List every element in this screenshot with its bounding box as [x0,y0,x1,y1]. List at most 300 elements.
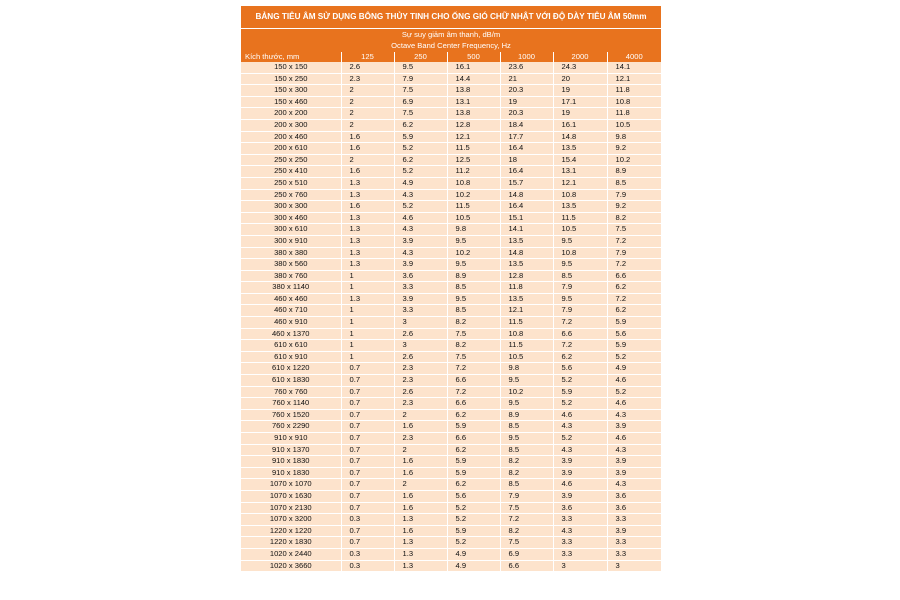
attenuation-cell: 8.2 [500,467,553,479]
attenuation-cell: 8.9 [607,166,661,178]
attenuation-table-sheet [241,6,661,572]
attenuation-cell: 2 [341,96,394,108]
attenuation-cell: 4.3 [394,189,447,201]
attenuation-cell: 0.7 [341,398,394,410]
attenuation-cell: 5.9 [447,467,500,479]
duct-size-cell: 380 x 560 [241,259,341,271]
attenuation-cell: 19 [553,85,607,97]
duct-size-cell: 300 x 610 [241,224,341,236]
attenuation-cell: 9.5 [553,259,607,271]
duct-size-cell: 250 x 760 [241,189,341,201]
column-header-2000: 2000 [553,52,607,62]
table-row [241,270,661,282]
attenuation-cell: 0.3 [341,548,394,560]
attenuation-cell: 7.2 [607,235,661,247]
attenuation-cell: 5.9 [553,386,607,398]
attenuation-cell: 1.3 [394,548,447,560]
table-row [241,235,661,247]
attenuation-cell: 5.2 [447,537,500,549]
attenuation-cell: 1.3 [341,293,394,305]
attenuation-cell: 16.4 [500,143,553,155]
attenuation-cell: 2 [394,444,447,456]
attenuation-cell: 11.5 [447,201,500,213]
attenuation-cell: 0.7 [341,433,394,445]
attenuation-cell: 20 [553,73,607,85]
attenuation-cell: 3.3 [394,282,447,294]
attenuation-cell: 1.3 [341,212,394,224]
attenuation-cell: 7.9 [500,490,553,502]
duct-size-cell: 300 x 910 [241,235,341,247]
attenuation-cell: 1.3 [341,189,394,201]
attenuation-cell: 7.9 [553,282,607,294]
attenuation-cell: 2.3 [394,375,447,387]
attenuation-cell: 7.9 [607,247,661,259]
attenuation-cell: 5.9 [394,131,447,143]
attenuation-cell: 4.6 [394,212,447,224]
attenuation-cell: 1 [341,282,394,294]
attenuation-table [241,52,661,572]
attenuation-cell: 2.6 [394,386,447,398]
attenuation-cell: 15.1 [500,212,553,224]
attenuation-cell: 5.2 [607,351,661,363]
attenuation-cell: 16.1 [553,119,607,131]
table-row [241,131,661,143]
attenuation-cell: 17.7 [500,131,553,143]
attenuation-cell: 3.9 [553,490,607,502]
attenuation-cell: 9.8 [447,224,500,236]
attenuation-cell: 19 [500,96,553,108]
attenuation-cell: 4.3 [607,409,661,421]
table-row [241,409,661,421]
attenuation-cell: 3.9 [607,456,661,468]
attenuation-cell: 5.2 [607,386,661,398]
attenuation-cell: 4.9 [607,363,661,375]
duct-size-cell: 150 x 460 [241,96,341,108]
duct-size-cell: 610 x 1220 [241,363,341,375]
table-row [241,143,661,155]
attenuation-cell: 2.3 [341,73,394,85]
attenuation-cell: 9.5 [500,398,553,410]
attenuation-cell: 5.9 [607,340,661,352]
attenuation-cell: 7.2 [607,259,661,271]
attenuation-cell: 10.2 [447,189,500,201]
attenuation-cell: 1.3 [341,247,394,259]
duct-size-cell: 200 x 200 [241,108,341,120]
attenuation-cell: 1 [341,305,394,317]
attenuation-cell: 3.6 [607,490,661,502]
attenuation-cell: 2.6 [394,328,447,340]
column-header-500: 500 [447,52,500,62]
duct-size-cell: 760 x 2290 [241,421,341,433]
attenuation-cell: 3 [394,340,447,352]
attenuation-cell: 14.4 [447,73,500,85]
table-row [241,259,661,271]
attenuation-cell: 13.8 [447,85,500,97]
table-row [241,537,661,549]
attenuation-cell: 1.6 [341,143,394,155]
attenuation-cell: 3.6 [607,502,661,514]
attenuation-cell: 3.3 [553,537,607,549]
attenuation-cell: 6.2 [394,119,447,131]
attenuation-cell: 4.6 [553,409,607,421]
attenuation-cell: 6.6 [447,433,500,445]
attenuation-cell: 3 [607,560,661,572]
attenuation-cell: 13.5 [500,235,553,247]
attenuation-cell: 2 [341,108,394,120]
attenuation-cell: 4.6 [607,433,661,445]
attenuation-cell: 3.9 [394,259,447,271]
attenuation-cell: 10.8 [553,247,607,259]
attenuation-cell: 10.2 [447,247,500,259]
duct-size-cell: 1070 x 1630 [241,490,341,502]
attenuation-cell: 2.3 [394,433,447,445]
attenuation-cell: 12.1 [607,73,661,85]
attenuation-cell: 3.3 [553,548,607,560]
table-row [241,433,661,445]
attenuation-cell: 3.9 [553,467,607,479]
attenuation-cell: 1.3 [341,177,394,189]
attenuation-cell: 3.3 [607,514,661,526]
attenuation-cell: 21 [500,73,553,85]
duct-size-cell: 460 x 460 [241,293,341,305]
attenuation-cell: 0.7 [341,363,394,375]
attenuation-cell: 1.6 [341,166,394,178]
attenuation-cell: 9.5 [553,235,607,247]
attenuation-cell: 6.6 [553,328,607,340]
attenuation-cell: 7.9 [394,73,447,85]
attenuation-cell: 4.9 [394,177,447,189]
duct-size-cell: 150 x 150 [241,62,341,73]
attenuation-cell: 0.7 [341,456,394,468]
attenuation-cell: 23.6 [500,62,553,73]
attenuation-cell: 13.1 [553,166,607,178]
duct-size-cell: 1220 x 1220 [241,525,341,537]
attenuation-cell: 16.4 [500,201,553,213]
attenuation-cell: 6.6 [447,398,500,410]
attenuation-cell: 5.2 [553,433,607,445]
attenuation-cell: 6.9 [394,96,447,108]
attenuation-cell: 10.5 [500,351,553,363]
attenuation-cell: 10.2 [607,154,661,166]
column-header-125: 125 [341,52,394,62]
attenuation-cell: 3.9 [607,421,661,433]
duct-size-cell: 910 x 910 [241,433,341,445]
attenuation-cell: 3.9 [607,525,661,537]
attenuation-cell: 20.3 [500,85,553,97]
table-row [241,189,661,201]
table-row [241,166,661,178]
table-row [241,62,661,73]
duct-size-cell: 250 x 510 [241,177,341,189]
attenuation-cell: 2 [341,154,394,166]
duct-size-cell: 1070 x 2130 [241,502,341,514]
attenuation-cell: 1.6 [341,131,394,143]
duct-size-cell: 610 x 910 [241,351,341,363]
attenuation-cell: 10.5 [553,224,607,236]
duct-size-cell: 1070 x 3200 [241,514,341,526]
duct-size-cell: 250 x 410 [241,166,341,178]
attenuation-cell: 6.2 [394,154,447,166]
attenuation-cell: 4.3 [607,479,661,491]
attenuation-cell: 11.8 [607,108,661,120]
attenuation-cell: 9.5 [447,293,500,305]
attenuation-cell: 0.7 [341,375,394,387]
attenuation-cell: 1.3 [394,514,447,526]
attenuation-cell: 6.2 [447,444,500,456]
attenuation-cell: 13.5 [553,143,607,155]
attenuation-cell: 5.2 [447,502,500,514]
attenuation-cell: 1.3 [341,259,394,271]
attenuation-cell: 4.3 [394,247,447,259]
attenuation-cell: 6.2 [447,479,500,491]
attenuation-cell: 3 [394,317,447,329]
table-title: BẢNG TIÊU ÂM SỬ DỤNG BÔNG THỦY TINH CHO ỐNG GIÓ CHỮ NHẬT VỚI ĐỘ DÀY TIÊU ÂM 50mm [241,6,661,29]
attenuation-cell: 10.8 [607,96,661,108]
attenuation-cell: 10.8 [553,189,607,201]
attenuation-cell: 13.8 [447,108,500,120]
attenuation-cell: 1 [341,270,394,282]
attenuation-cell: 1.3 [341,235,394,247]
table-row [241,560,661,572]
attenuation-cell: 8.2 [447,340,500,352]
table-row [241,119,661,131]
attenuation-cell: 8.2 [447,317,500,329]
attenuation-cell: 17.1 [553,96,607,108]
attenuation-cell: 4.3 [394,224,447,236]
attenuation-cell: 12.1 [447,131,500,143]
table-row [241,305,661,317]
duct-size-cell: 300 x 300 [241,201,341,213]
duct-size-cell: 150 x 250 [241,73,341,85]
duct-size-cell: 380 x 1140 [241,282,341,294]
attenuation-cell: 1.3 [394,560,447,572]
duct-size-cell: 300 x 460 [241,212,341,224]
duct-size-cell: 380 x 380 [241,247,341,259]
attenuation-cell: 8.5 [447,282,500,294]
attenuation-cell: 5.9 [447,456,500,468]
table-row [241,479,661,491]
attenuation-cell: 0.3 [341,514,394,526]
attenuation-cell: 13.1 [447,96,500,108]
table-row [241,154,661,166]
attenuation-cell: 6.2 [607,305,661,317]
attenuation-cell: 14.1 [607,62,661,73]
attenuation-cell: 8.5 [607,177,661,189]
duct-size-cell: 460 x 1370 [241,328,341,340]
attenuation-cell: 2.3 [394,398,447,410]
duct-size-cell: 760 x 1140 [241,398,341,410]
column-header-size: Kích thước, mm [241,52,341,62]
attenuation-cell: 2 [394,409,447,421]
attenuation-cell: 9.5 [553,293,607,305]
attenuation-cell: 11.2 [447,166,500,178]
table-row [241,293,661,305]
attenuation-cell: 9.2 [607,143,661,155]
duct-size-cell: 250 x 250 [241,154,341,166]
attenuation-cell: 0.7 [341,421,394,433]
subtitle-frequency: Octave Band Center Frequency, Hz [391,40,511,50]
attenuation-cell: 8.2 [500,456,553,468]
duct-size-cell: 1220 x 1830 [241,537,341,549]
duct-size-cell: 1020 x 3660 [241,560,341,572]
attenuation-cell: 7.2 [607,293,661,305]
attenuation-cell: 3.6 [394,270,447,282]
attenuation-cell: 6.6 [447,375,500,387]
attenuation-cell: 1.6 [341,201,394,213]
attenuation-cell: 5.2 [447,514,500,526]
attenuation-cell: 9.5 [447,235,500,247]
attenuation-cell: 11.8 [607,85,661,97]
table-row [241,375,661,387]
table-subtitle [241,29,661,52]
table-row [241,73,661,85]
attenuation-cell: 6.9 [500,548,553,560]
attenuation-cell: 1.6 [394,490,447,502]
column-header-1000: 1000 [500,52,553,62]
table-row [241,247,661,259]
attenuation-cell: 6.2 [447,409,500,421]
attenuation-cell: 0.3 [341,560,394,572]
attenuation-cell: 12.5 [447,154,500,166]
duct-size-cell: 460 x 910 [241,317,341,329]
attenuation-cell: 1.6 [394,421,447,433]
attenuation-cell: 0.7 [341,502,394,514]
attenuation-cell: 10.5 [607,119,661,131]
attenuation-cell: 10.8 [447,177,500,189]
table-row [241,502,661,514]
attenuation-cell: 8.5 [500,444,553,456]
attenuation-cell: 1.6 [394,456,447,468]
attenuation-cell: 4.9 [447,560,500,572]
attenuation-cell: 7.9 [607,189,661,201]
table-row [241,467,661,479]
duct-size-cell: 460 x 710 [241,305,341,317]
attenuation-cell: 4.3 [553,525,607,537]
attenuation-cell: 3.9 [607,467,661,479]
attenuation-cell: 14.1 [500,224,553,236]
duct-size-cell: 910 x 1830 [241,467,341,479]
attenuation-cell: 3.3 [553,514,607,526]
attenuation-cell: 18 [500,154,553,166]
duct-size-cell: 200 x 460 [241,131,341,143]
table-row [241,201,661,213]
attenuation-cell: 4.9 [447,548,500,560]
table-row [241,548,661,560]
attenuation-cell: 5.2 [553,398,607,410]
duct-size-cell: 380 x 760 [241,270,341,282]
column-header-4000: 4000 [607,52,661,62]
attenuation-cell: 4.3 [607,444,661,456]
attenuation-cell: 13.5 [500,259,553,271]
attenuation-cell: 4.3 [553,421,607,433]
attenuation-cell: 7.5 [607,224,661,236]
attenuation-cell: 7.2 [447,386,500,398]
table-row [241,490,661,502]
attenuation-cell: 9.8 [607,131,661,143]
table-row [241,282,661,294]
attenuation-cell: 0.7 [341,479,394,491]
attenuation-cell: 0.7 [341,444,394,456]
duct-size-cell: 610 x 610 [241,340,341,352]
attenuation-cell: 4.6 [553,479,607,491]
attenuation-cell: 7.2 [553,317,607,329]
table-row [241,444,661,456]
attenuation-cell: 0.7 [341,386,394,398]
attenuation-cell: 6.2 [607,282,661,294]
attenuation-cell: 12.8 [500,270,553,282]
attenuation-cell: 8.2 [500,525,553,537]
attenuation-cell: 5.6 [447,490,500,502]
attenuation-cell: 20.3 [500,108,553,120]
attenuation-cell: 8.9 [447,270,500,282]
attenuation-cell: 5.6 [607,328,661,340]
table-row [241,317,661,329]
attenuation-cell: 9.5 [394,62,447,73]
attenuation-cell: 6.6 [500,560,553,572]
attenuation-cell: 8.9 [500,409,553,421]
attenuation-cell: 9.5 [500,433,553,445]
attenuation-cell: 13.5 [500,293,553,305]
duct-size-cell: 910 x 1370 [241,444,341,456]
attenuation-cell: 7.5 [447,351,500,363]
attenuation-cell: 5.2 [394,143,447,155]
duct-size-cell: 610 x 1830 [241,375,341,387]
duct-size-cell: 1020 x 2440 [241,548,341,560]
table-row [241,177,661,189]
attenuation-cell: 2 [341,119,394,131]
attenuation-cell: 8.5 [447,305,500,317]
subtitle-attenuation: Sự suy giảm âm thanh, dB/m [401,30,501,39]
attenuation-cell: 1 [341,351,394,363]
attenuation-cell: 0.7 [341,537,394,549]
attenuation-cell: 5.2 [394,166,447,178]
duct-size-cell: 200 x 610 [241,143,341,155]
attenuation-cell: 11.5 [447,143,500,155]
attenuation-cell: 14.8 [500,189,553,201]
attenuation-cell: 1 [341,328,394,340]
attenuation-cell: 7.2 [500,514,553,526]
attenuation-cell: 10.8 [500,328,553,340]
attenuation-cell: 7.2 [447,363,500,375]
attenuation-cell: 4.6 [607,398,661,410]
attenuation-cell: 15.7 [500,177,553,189]
attenuation-cell: 12.8 [447,119,500,131]
attenuation-cell: 7.5 [394,85,447,97]
attenuation-cell: 5.9 [607,317,661,329]
attenuation-cell: 11.5 [500,317,553,329]
attenuation-cell: 9.5 [447,259,500,271]
attenuation-cell: 1.6 [394,502,447,514]
attenuation-cell: 3.3 [607,537,661,549]
attenuation-cell: 11.5 [500,340,553,352]
attenuation-cell: 7.5 [394,108,447,120]
duct-size-cell: 1070 x 1070 [241,479,341,491]
duct-size-cell: 760 x 1520 [241,409,341,421]
table-row [241,224,661,236]
attenuation-cell: 3.3 [607,548,661,560]
attenuation-cell: 2.6 [341,62,394,73]
table-row [241,212,661,224]
table-row [241,85,661,97]
table-body [241,62,661,572]
attenuation-cell: 6.2 [553,351,607,363]
attenuation-cell: 7.5 [500,537,553,549]
attenuation-cell: 7.5 [500,502,553,514]
attenuation-cell: 3.9 [553,456,607,468]
attenuation-cell: 9.8 [500,363,553,375]
attenuation-cell: 6.6 [607,270,661,282]
table-row [241,514,661,526]
